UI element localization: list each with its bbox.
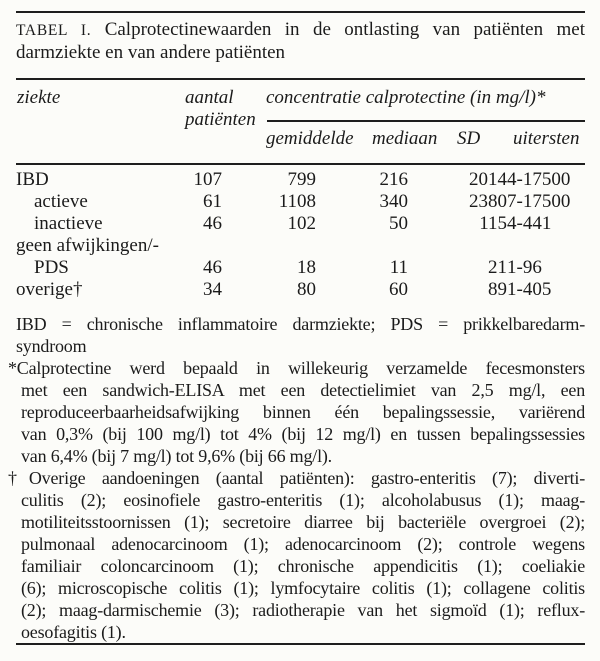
footnote-asterisk-line-3: reproduceerbaarheidsafwijking binnen één bepalingssessie, variërend [21, 402, 585, 422]
footnote-asterisk-line-5: van 6,4% (bij 7 mg/l) tot 9,6% (bij 66 mg/l). [21, 446, 332, 466]
footnote-dagger-line-5: familiair coloncarcinoom (1); chronische appendicitis (1); coeliakie [21, 556, 585, 576]
footnote-dagger-line-3: motiliteitsstoornissen (1); secretoire diarree bij bacteriële overgroei (2); [21, 512, 585, 532]
row-label: actieve [34, 191, 88, 212]
row-label: geen afwijkingen/- [16, 235, 159, 256]
footnotes-block [8, 313, 585, 643]
footnote-dagger-line-8: oesofagitis (1). [21, 622, 126, 642]
col-header-ziekte: ziekte [17, 87, 61, 108]
top-rule [16, 11, 585, 13]
cell-sd: 2380 [469, 191, 507, 212]
footnote-abbrev-line-1: IBD = chronische inflammatoire darmziekte; PDS = prikkelbaredarm- [16, 314, 585, 334]
row-label: overige† [16, 279, 83, 300]
cell-mediaan [316, 235, 408, 257]
table-row-ibd [16, 169, 585, 191]
cell-uitersten: 1-405 [507, 279, 552, 300]
cell-aantal: 61 [203, 191, 222, 212]
row-label: inactieve [34, 213, 103, 234]
cell-gemiddelde: 799 [287, 169, 316, 190]
cell-gemiddelde: 80 [297, 279, 316, 300]
cell-mediaan: 50 [389, 213, 408, 234]
caption-line-1 [16, 19, 585, 42]
col-group-header-concentratie: concentratie calprotectine (in mg/l)* [266, 87, 546, 108]
cell-sd: 2014 [469, 169, 507, 190]
footnote-dagger-line-6: (6); microscopische colitis (1); lymfocytaire colitis (1); collagene colitis [21, 578, 585, 598]
table-content-area [8, 0, 585, 645]
cell-sd: 89 [488, 279, 507, 300]
footnote-dagger-line-1: †Overige aandoeningen (aantal patiënten): gastro-enteritis (7); diverti- [8, 468, 585, 488]
cell-aantal: 46 [203, 213, 222, 234]
cell-aantal [185, 235, 222, 257]
cell-mediaan: 340 [379, 191, 408, 212]
table-number-label: TABEL I. [16, 22, 92, 39]
cell-gemiddelde: 1108 [278, 191, 316, 212]
cell-aantal: 107 [193, 169, 222, 190]
bottom-rule [16, 643, 585, 645]
col-header-sd: SD [457, 128, 481, 149]
cell-gemiddelde [222, 235, 316, 257]
footnote-dagger-line-4: pulmonaal adenocarcinoom (1); adenocarcinoom (2); controle wegens [21, 534, 585, 554]
footnote-asterisk-line-4: van 0,3% (bij 100 mg/l) tot 4% (bij 12 mg/l) en tussen bepalingssessies [21, 424, 585, 444]
table-row-pds [16, 257, 585, 279]
table-row-inactieve [16, 213, 585, 235]
cell-uitersten: 4-441 [507, 213, 552, 234]
cell-gemiddelde: 18 [297, 257, 316, 278]
cell-mediaan: 60 [389, 279, 408, 300]
cell-sd: 115 [479, 213, 507, 234]
cell-sd: 21 [488, 257, 507, 278]
cell-uitersten: 4-17500 [507, 169, 571, 190]
caption-line-2: darmziekte en van andere patiënten [16, 42, 286, 63]
cell-mediaan: 216 [379, 169, 408, 190]
cell-uitersten [507, 235, 585, 257]
caption-text: Calprotectinewaarden in de ontlasting van patiënten met [104, 19, 585, 40]
col-header-uitersten: uitersten [513, 128, 580, 149]
col-header-mediaan: mediaan [372, 128, 438, 149]
cell-mediaan: 11 [389, 257, 408, 278]
cell-aantal: 34 [203, 279, 222, 300]
footnote-dagger-line-7: (2); maag-darmischemie (3); radiotherapie van het sigmoïd (1); reflux- [21, 600, 585, 620]
cell-sd [408, 235, 507, 257]
table-row-actieve [16, 191, 585, 213]
footnote-asterisk-line-2: met een sandwich-ELISA met een detectielimiet van 2,5 mg/l, een [21, 380, 585, 400]
footnote-abbrev-line-2: syndroom [16, 336, 87, 356]
table-row-overige [16, 279, 585, 301]
footnote-asterisk-line-1: *Calprotectine werd bepaald in willekeurig verzamelde fecesmonsters [8, 358, 585, 378]
table-caption [16, 19, 585, 64]
footnote-dagger-line-2: culitis (2); eosinofiele gastro-enteritis (1); alcoholabusus (1); maag- [21, 490, 585, 510]
cell-aantal: 46 [203, 257, 222, 278]
header-body-divider-rule [16, 163, 585, 165]
col-header-aantal-line1: aantal [185, 87, 234, 108]
cell-uitersten: 7-17500 [507, 191, 571, 212]
data-table [16, 169, 585, 301]
cell-gemiddelde: 102 [287, 213, 316, 234]
cell-uitersten: 1-96 [507, 257, 542, 278]
col-header-aantal-line2: patiënten [185, 109, 256, 130]
row-label: PDS [34, 257, 69, 278]
table-row-geen-afwijkingen [16, 235, 585, 257]
row-label: IBD [16, 169, 49, 190]
col-header-aantal-patienten [185, 87, 256, 131]
table-header [16, 80, 585, 163]
group-header-underline-rule [267, 120, 585, 122]
col-header-gemiddelde: gemiddelde [266, 128, 354, 149]
